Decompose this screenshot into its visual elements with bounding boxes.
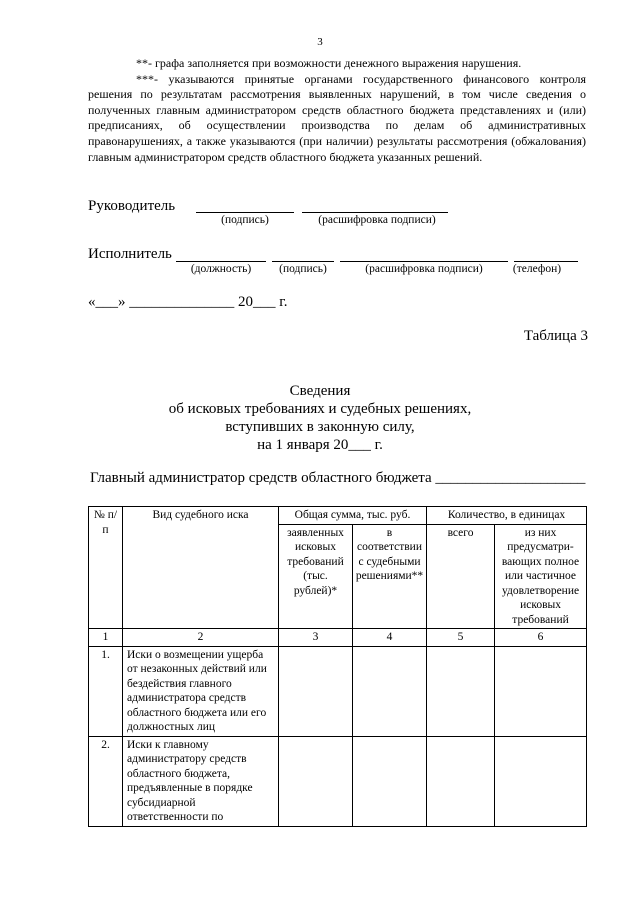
col-number: 1 (89, 629, 123, 647)
head-decode-line (302, 212, 448, 213)
executor-caption-phone: (телефон) (512, 263, 562, 275)
footnote-triple-star: ***- указываются принятые органами государственного финансового контроля решения по результатам рассмотрения выявленных нарушений, в том числе сведения о полученных главным администратором средств областного бюджета представлениях и (или) предписаниях, об осуществлении производства по делам об административных правонарушениях, а также указываются (при наличии) результаты рассмотрения (обжалования) главным администратором средств областного бюджета указанных решений. (88, 71, 586, 164)
row-num: 1. (89, 646, 123, 736)
executor-caption-decode: (расшифровка подписи) (365, 263, 483, 275)
row-cell (279, 646, 353, 736)
header-declared: заявленных исковых требований (тыс. рублей)* (279, 524, 353, 629)
head-caption-decode: (расшифровка подписи) (318, 214, 436, 226)
row-cell (427, 646, 495, 736)
head-sign-line (196, 212, 294, 213)
header-total: всего (427, 524, 495, 629)
col-number: 6 (495, 629, 587, 647)
executor-decode-line (340, 261, 508, 262)
heading-line3: вступивших в законную силу, (225, 419, 415, 435)
table-row (89, 736, 587, 826)
row-num: 2. (89, 736, 123, 826)
row-text: Иски к главному администратору средств областного бюджета, предъявленные в порядке субсидиарной ответственности по (123, 736, 279, 826)
row-cell (353, 646, 427, 736)
header-quantity: Количество, в единицах (427, 507, 587, 525)
header-type: Вид судебного иска (123, 507, 279, 629)
header-per-decisions: в соответствии с судебными решениями** (353, 524, 427, 629)
heading-line4: на 1 января 20___ г. (257, 437, 383, 453)
row-cell (427, 736, 495, 826)
executor-phone-line (514, 261, 578, 262)
footnote-double-star: **- графа заполняется при возможности денежного выражения нарушения. (136, 56, 522, 70)
row-cell (353, 736, 427, 826)
page-number: 3 (317, 36, 323, 48)
claims-table (88, 506, 587, 827)
table-label: Таблица 3 (523, 328, 588, 344)
row-cell (495, 736, 587, 826)
row-cell (279, 736, 353, 826)
executor-sign-line (272, 261, 334, 262)
col-number: 4 (353, 629, 427, 647)
column-number-row (89, 629, 587, 647)
header-num: № п/п (89, 507, 123, 629)
head-caption-sign: (подпись) (221, 214, 269, 226)
col-number: 5 (427, 629, 495, 647)
header-of-which: из них предусматри-вающих полное или частичное удовлетворение исковых требований (495, 524, 587, 629)
heading-line2: об исковых требованиях и судебных решениях, (168, 401, 472, 417)
executor-caption-position: (должность) (190, 263, 252, 275)
header-total-sum: Общая сумма, тыс. руб. (279, 507, 427, 525)
col-number: 3 (279, 629, 353, 647)
col-number: 2 (123, 629, 279, 647)
heading-line1: Сведения (289, 383, 351, 399)
executor-label: Исполнитель (88, 246, 172, 262)
row-cell (495, 646, 587, 736)
executor-caption-sign: (подпись) (279, 263, 327, 275)
row-text: Иски о возмещении ущерба от незаконных действий или бездействия главного администратора средств областного бюджета или его должностных лиц (123, 646, 279, 736)
footnotes (88, 56, 586, 165)
date-line: «___» ______________ 20___ г. (88, 294, 288, 310)
head-label: Руководитель (88, 198, 176, 214)
header-row-1 (89, 507, 587, 525)
table-row (89, 646, 587, 736)
executor-position-line (176, 261, 266, 262)
admin-line: Главный администратор средств областного бюджета ____________________ (90, 470, 586, 486)
